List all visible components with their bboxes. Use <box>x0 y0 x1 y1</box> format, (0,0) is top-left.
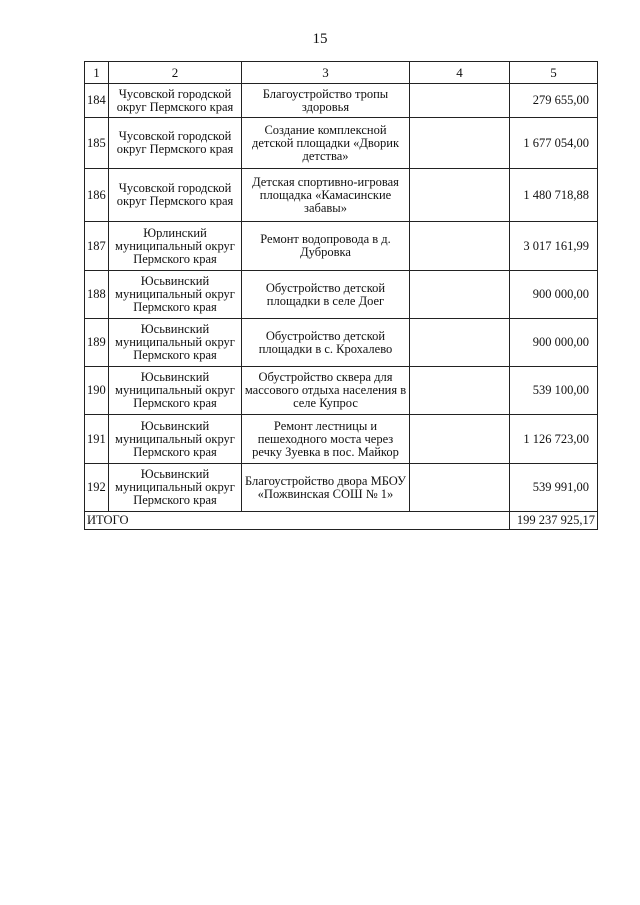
grants-table <box>84 61 598 530</box>
municipality-cell: Чусовской городской округ Пермского края <box>109 118 242 169</box>
amount-cell: 1 677 054,00 <box>510 118 598 169</box>
municipality-cell: Юсьвинский муниципальный округ Пермского края <box>109 464 242 512</box>
amount-cell: 3 017 161,99 <box>510 222 598 271</box>
municipality-cell: Чусовской городской округ Пермского края <box>109 84 242 118</box>
row-number: 186 <box>85 169 109 222</box>
table-row <box>85 367 598 415</box>
column-4-cell <box>410 118 510 169</box>
project-cell: Ремонт водопровода в д. Дубровка <box>242 222 410 271</box>
column-4-cell <box>410 84 510 118</box>
project-cell: Обустройство детской площадки в с. Крохалево <box>242 319 410 367</box>
column-4-cell <box>410 415 510 464</box>
amount-cell: 1 480 718,88 <box>510 169 598 222</box>
project-cell: Создание комплексной детской площадки «Дворик детства» <box>242 118 410 169</box>
project-cell: Детская спортивно-игровая площадка «Камасинские забавы» <box>242 169 410 222</box>
municipality-cell: Чусовской городской округ Пермского края <box>109 169 242 222</box>
table-row <box>85 222 598 271</box>
municipality-cell: Юсьвинский муниципальный округ Пермского края <box>109 367 242 415</box>
row-number: 185 <box>85 118 109 169</box>
total-row <box>85 512 598 530</box>
table-row <box>85 84 598 118</box>
row-number: 188 <box>85 271 109 319</box>
column-header: 2 <box>109 62 242 84</box>
row-number: 184 <box>85 84 109 118</box>
project-cell: Благоустройство тропы здоровья <box>242 84 410 118</box>
amount-cell: 900 000,00 <box>510 271 598 319</box>
amount-cell: 539 991,00 <box>510 464 598 512</box>
page-number: 15 <box>312 31 328 47</box>
project-cell: Обустройство сквера для массового отдыха населения в селе Купрос <box>242 367 410 415</box>
column-header: 1 <box>85 62 109 84</box>
table-row <box>85 271 598 319</box>
table-row <box>85 319 598 367</box>
column-4-cell <box>410 464 510 512</box>
row-number: 192 <box>85 464 109 512</box>
project-cell: Ремонт лестницы и пешеходного моста через речку Зуевка в пос. Майкор <box>242 415 410 464</box>
row-number: 187 <box>85 222 109 271</box>
table-row <box>85 118 598 169</box>
amount-cell: 1 126 723,00 <box>510 415 598 464</box>
column-header: 3 <box>242 62 410 84</box>
row-number: 189 <box>85 319 109 367</box>
total-amount: 199 237 925,17 <box>510 512 598 530</box>
column-header: 4 <box>410 62 510 84</box>
amount-cell: 539 100,00 <box>510 367 598 415</box>
row-number: 190 <box>85 367 109 415</box>
column-4-cell <box>410 319 510 367</box>
column-4-cell <box>410 367 510 415</box>
amount-cell: 900 000,00 <box>510 319 598 367</box>
column-4-cell <box>410 222 510 271</box>
table-row <box>85 415 598 464</box>
municipality-cell: Юрлинский муниципальный округ Пермского края <box>109 222 242 271</box>
table-row <box>85 169 598 222</box>
total-label: ИТОГО <box>85 512 510 530</box>
table-row <box>85 464 598 512</box>
column-4-cell <box>410 271 510 319</box>
column-4-cell <box>410 169 510 222</box>
project-cell: Благоустройство двора МБОУ «Пожвинская СОШ № 1» <box>242 464 410 512</box>
row-number: 191 <box>85 415 109 464</box>
column-header: 5 <box>510 62 598 84</box>
municipality-cell: Юсьвинский муниципальный округ Пермского края <box>109 319 242 367</box>
project-cell: Обустройство детской площадки в селе Доег <box>242 271 410 319</box>
table-header-row <box>85 62 598 84</box>
municipality-cell: Юсьвинский муниципальный округ Пермского края <box>109 415 242 464</box>
municipality-cell: Юсьвинский муниципальный округ Пермского края <box>109 271 242 319</box>
amount-cell: 279 655,00 <box>510 84 598 118</box>
